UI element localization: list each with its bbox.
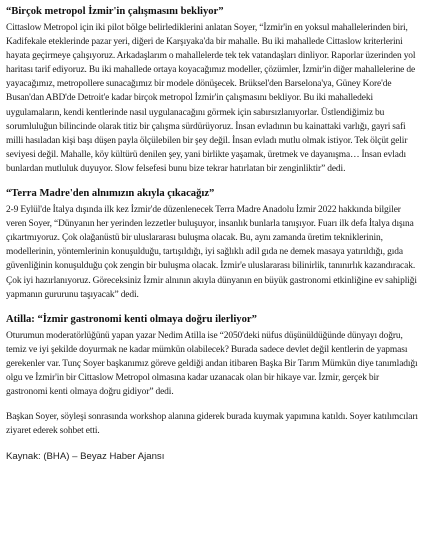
section-terra-madre [6, 187, 419, 302]
section-heading: Atilla: “İzmir gastronomi kenti olmaya doğru ilerliyor” [6, 313, 257, 325]
source-credit: Kaynak: (BHA) – Beyaz Haber Ajansı [6, 451, 165, 463]
section-heading: “Birçok metropol İzmir'in çalışmasını bekliyor” [6, 6, 224, 17]
closing-paragraph: Başkan Soyer, söyleşi sonrasında workshop alanına giderek burada kuymak yapımına katıldı. Soyer katılımcıları ziyaret ederek sohbet etti. [6, 412, 418, 437]
section-paragraph: Oturumun moderatörlüğünü yapan yazar Nedim Atilla ise “2050'deki nüfus düşünüldüğünde dünyayı doğru, temiz ve iyi şekilde doyurmak ne kadar mümkün olabilecek? Burada sadece devlet değil kentlerin de yapması gerekenler var. Tunç Soyer başkanımız göreve geldiği andan itibaren Başka Bir Tarım Mümkün diye tanımladığı olgu ve İzmir'in bir Cittaslow Metropol olmasına kadar uzanacak olan bir hikaye var. İzmir, gerçek bir gastronomi kenti olmaya doğru gidiyor” dedi. [6, 330, 418, 398]
section-heading: “Terra Madre'den alnımızın akıyla çıkacağız” [6, 188, 215, 200]
section-paragraph: 2-9 Eylül'de İtalya dışında ilk kez İzmir'de düzenlenecek Terra Madre Anadolu İzmir 2022 hakkında bilgiler veren Soyer, “Dünyanın her yerinden lezzetler buluşuyor, insanlık bunlarla tanışıyor. Fuarı ilk defa İtalya dışına çıkartmıyoruz. Çok olağanüstü bir uluslararası buluşma olacak. Bu, aynı zamanda üretim tekniklerinin, modellerinin, yöntemlerinin konuşulduğu, tartışıldığı, iyi sağlıklı adil gıda ne demek masaya yatırıldığı, gıda güvenliğinin konuşulduğu çok zengin bir buluşma olacak. İzmir'e uluslararası bilinirlik, tanınırlık kazandıracak. Çok iyi hazırlanıyoruz. Göreceksiniz İzmir alnının akıyla dünyanın en büyük gastronomi etkinliğine ev sahipliği yapmanın gururunu taşıyacak” dedi. [6, 205, 417, 300]
section-atilla-gastronomi [6, 313, 419, 399]
section-cittaslow-metropol [6, 5, 419, 176]
section-paragraph: Cittaslow Metropol için iki pilot bölge belirlediklerini anlatan Soyer, “İzmir'in en yoksul mahallelerinden biri, Kadifekale eteklerinde pazar yeri, diğeri de Karşıyaka'da bir mahalle. Bu iki mahallede Cittaslow kriterlerini hayata geçirmeye çalışıyoruz. Arkadaşlarım o mahallelerde tek tek vatandaşları dinliyor. Raporlar üzerinden yol haritası tarif ediyoruz. Bu iki mahallede ortaya koyacağımız modeller, çözümler, İzmir'in diğer mahallelerine de yayacağımız, metropollere sunacağımız bir modele dönüşecek. Brüksel'den Barselona'ya, Güney Kore'de Busan'dan ABD'de Detroit'e kadar birçok metropol İzmir'in çalışmasını bekliyor. Bu iki mahalledeki uygulamaların, kendi kentlerinde nasıl uygulanacağını görmek için sabırsızlanıyorlar. Üstlendiğimiz bu sorumluluğun bilincinde olarak titiz bir çalışma sürdürüyoruz. İnsan evladının bu kainattaki varlığı, gayri safi milli hasıladan kişi başı düşen payla ölçülebilen bir şey değil. İnsan evladı mutlu olmak istiyor. Tek ölçüt gelir seviyesi değil. Mahalle, köy kültürü denilen şey, yani birlikte yaşamak, üretmek ve dayanışma… İnsan evladı bunlardan mutluluk duyuyor. Slow felsefesi bunu bize tekrar hatırlatan bir zenginliktir” dedi. [6, 23, 416, 174]
